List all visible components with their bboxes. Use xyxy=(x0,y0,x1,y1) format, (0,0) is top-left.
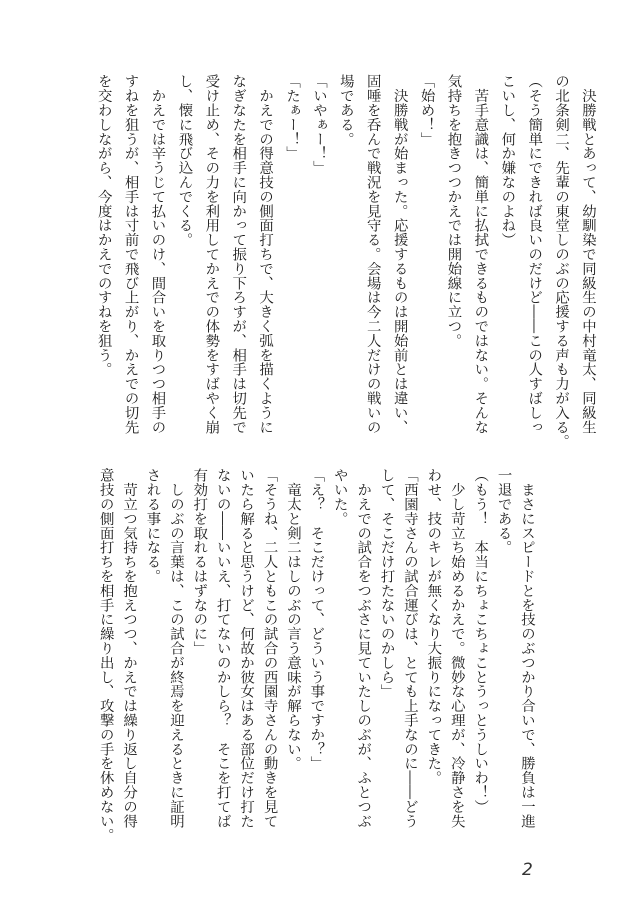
text-line: 「そうね、二人ともこの試合の西園寺さんの動きを見て xyxy=(261,468,278,828)
text-line: やいた。 xyxy=(331,468,348,526)
text-line: して、そこだけ打たないのかしら」 xyxy=(378,468,395,699)
text-line: の北条剣二、先輩の東堂しのぶの応援する声も力が入る。 xyxy=(553,74,570,449)
text-line: される事になる。 xyxy=(144,468,161,584)
text-line: しのぶの言葉は、この試合が終焉を迎えるときに証明 xyxy=(167,468,184,828)
text-line: 固唾を呑んで戦況を見守る。会場は今二人だけの戦いの xyxy=(364,74,381,434)
text-line: いたら解ると思うけど、何故か彼女はある部位だけ打た xyxy=(238,468,255,828)
page-number: 2 xyxy=(522,860,533,880)
text-line: を交わしながら、今度はかえでのすねを狙う。 xyxy=(95,74,112,377)
text-line: 「え？ そこだけって、どういう事ですか？」 xyxy=(308,468,325,771)
text-line: 受け止め、その力を利用してかえでの体勢をすばやく崩 xyxy=(203,74,220,434)
text-line: ないの――いいえ、打てないのかしら？ そこを打てば xyxy=(214,468,231,828)
text-line: 「いやぁー！」 xyxy=(310,74,327,175)
text-line: 竜太と剣二はしのぶの言う意味が解らない。 xyxy=(284,468,301,771)
text-line: し、懐に飛び込んでくる。 xyxy=(176,74,193,247)
upper-text-block xyxy=(90,74,601,449)
text-line: 場である。 xyxy=(337,74,354,146)
text-line: こいし、何か嫌なのよね） xyxy=(499,74,516,247)
text-line: 一退である。 xyxy=(495,468,512,555)
text-line: 決勝戦とあって、幼馴染で同級生の中村竜太、同級生 xyxy=(580,74,596,434)
text-line: 「たぁー！」 xyxy=(284,74,301,161)
text-line: 苦手意識は、簡単に払拭できるものではない。そんな xyxy=(472,74,489,434)
text-line: 苛立つ気持ちを抱えつつ、かえでは繰り返し自分の得 xyxy=(121,468,138,828)
text-line: かえでは辛うじて払いのけ、間合いを取りつつ相手の xyxy=(149,74,166,434)
text-line: かえでの得意技の側面打ちで、大きく弧を描くように xyxy=(257,74,274,434)
text-line: （そう簡単にできれば良いのだけど――この人すばしっ xyxy=(526,74,543,434)
text-line: なぎなたを相手に向かって振り下ろすが、相手は切先で xyxy=(230,74,247,434)
text-line: すねを狙うが、相手は寸前で飛び上がり、かえでの切先 xyxy=(122,74,139,434)
text-line: 意技の側面打ちを相手に繰り出し、攻撃の手を休めない。 xyxy=(97,468,114,843)
text-line: まさにスピードとを技のぶつかり合いで、勝負は一進 xyxy=(519,468,535,828)
text-line: かえでの試合をつぶさに見ていたしのぶが、ふとつぶ xyxy=(355,468,372,828)
text-line: （もう！ 本当にちょこちょことうっとうしいわ！） xyxy=(472,468,489,814)
text-line: 有効打を取れるはずなのに」 xyxy=(191,468,208,656)
text-line: 「始め！」 xyxy=(418,74,435,146)
text-line: 気持ちを抱きつつかえでは開始線に立つ。 xyxy=(445,74,462,348)
text-line: 「西園寺さんの試合運びは、とても上手なのに――どう xyxy=(401,468,418,828)
text-line: 決勝戦が始まった。応援するものは開始前とは違い、 xyxy=(391,74,408,434)
text-line: 少し苛立ち始めるかえで。微妙な心理が、冷静さを失 xyxy=(448,468,465,828)
lower-text-block xyxy=(93,468,538,843)
text-line: わせ、技のキレが無くなり大振りになってきた。 xyxy=(425,468,442,785)
